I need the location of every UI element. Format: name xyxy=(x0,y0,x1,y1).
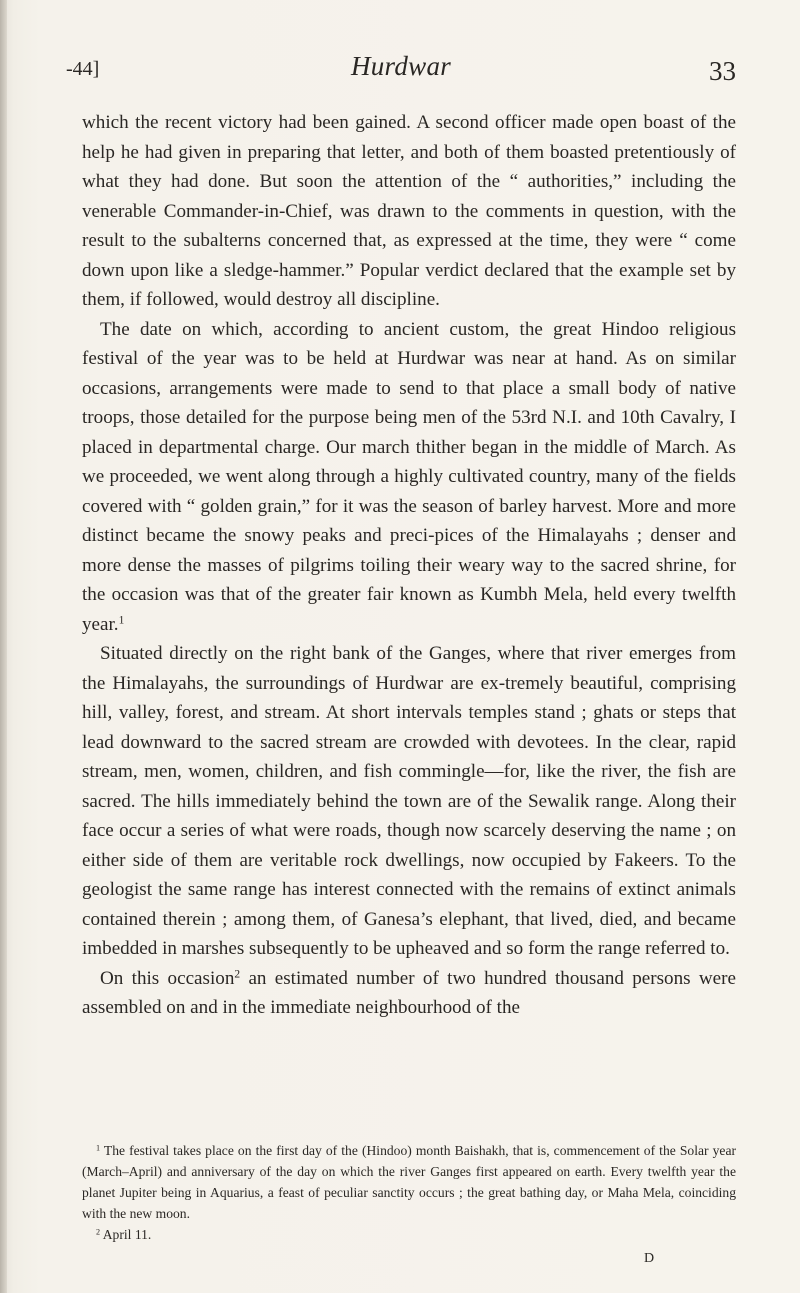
footnote-mark-2: 2 xyxy=(96,1227,101,1237)
paragraph-2 xyxy=(82,315,736,640)
page-number: 33 xyxy=(709,56,736,86)
paragraph-2-text: The date on which, according to ancient custom, the great Hindoo religious festival of the year was to be held at Hurdwar was near at hand. As on similar occasions, arrangements were made to send to that place a small body of native troops, those detailed for the purpose being men of the 53rd N.I. and 10th Cavalry, I placed in departmental charge. Our march thither began in the middle of March. As we proceeded, we went along through a highly cultivated country, many of the fields covered with “ golden grain,” for it was the season of barley harvest. More and more distinct became the snowy peaks and preci-pices of the Himalayahs ; denser and more dense the masses of pilgrims toiling their weary way to the sacred shrine, for the occasion was that of the greater fair known as Kumbh Mela, held every twelfth year. xyxy=(82,318,736,635)
section-reference: -44] xyxy=(66,58,100,80)
footnotes xyxy=(82,1140,736,1245)
signature-mark: D xyxy=(644,1251,656,1266)
running-title: Hurdwar xyxy=(350,51,452,81)
page-spine-shadow xyxy=(0,0,7,1293)
paragraph-4-text-a: On this occasion xyxy=(100,967,235,989)
paragraph-4-text-b: an estimated number of two hundred thousand persons were assembled on and in the immediate neighbourhood of the xyxy=(82,967,736,1018)
page-header xyxy=(66,48,736,88)
footnote-2-text: April 11. xyxy=(102,1227,152,1242)
paragraph-1: which the recent victory had been gained. A second officer made open boast of the help he had given in preparing that letter, and both of them boasted pretentiously of what they had done. But soon the attention of the “ authorities,” including the venerable Commander-in-Chief, was drawn to the comments in question, with the result to the subalterns concerned that, as expressed at the time, they were “ come down upon like a sledge-hammer.” Popular verdict declared that the example set by them, if followed, would destroy all discipline. xyxy=(82,112,736,310)
footnote-ref-2: 2 xyxy=(234,968,241,981)
paragraph-4 xyxy=(82,964,736,1023)
paragraph-3: Situated directly on the right bank of the Ganges, where that river emerges from the Himalayahs, the surroundings of Hurdwar are ex-tremely beautiful, comprising hill, valley, forest, and stream. At short intervals temples stand ; ghats or steps that lead downward to the sacred stream are crowded with devotees. In the clear, rapid stream, men, women, children, and fish commingle—for, like the river, the fish are sacred. The hills immediately behind the town are of the Sewalik range. Along their face occur a series of what were roads, though now scarcely deserving the name ; on either side of them are veritable rock dwellings, now occupied by Fakeers. To the geologist the same range has interest connected with the remains of extinct animals contained therein ; among them, of Ganesa’s elephant, that lived, died, and became imbedded in marshes subsequently to be upheaved and so form the range referred to. xyxy=(82,643,736,959)
footnote-mark-1: 1 xyxy=(96,1143,101,1153)
footnote-ref-1: 1 xyxy=(118,614,125,627)
footnote-1 xyxy=(82,1140,736,1224)
footnote-2 xyxy=(82,1224,736,1245)
body-text xyxy=(82,108,736,1023)
footnote-1-text: The festival takes place on the first day of the (Hindoo) month Baishakh, that is, commencement of the Solar year (March–April) and anniversary of the day on which the river Ganges first appeared on earth. Every twelfth year the planet Jupiter being in Aquarius, a feast of peculiar sanctity occurs ; the great bathing day, or Maha Mela, coinciding with the new moon. xyxy=(82,1143,737,1221)
